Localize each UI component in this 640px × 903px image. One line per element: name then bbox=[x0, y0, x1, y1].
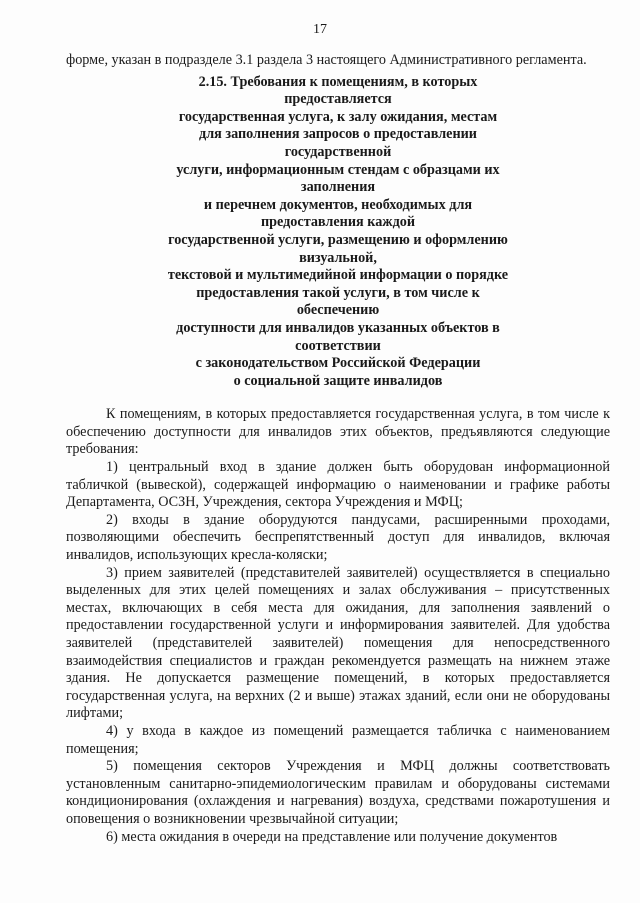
requirement-item: 2) входы в здание оборудуются пандусами, расширенными проходами, позволяющими обеспечить беспрепятственный доступ для инвалидов, включая инвалидов, использующих кресла-коляски; bbox=[66, 511, 610, 564]
requirement-item: 1) центральный вход в здание должен быть оборудован информационной табличкой (вывеской), содержащей информацию о наименовании и графике работы Департамента, ОСЗН, Учреждения, сектора Учреждения и МФЦ; bbox=[66, 459, 610, 511]
heading-line: государственной услуги, размещению и оформлению bbox=[168, 231, 508, 248]
heading-line: доступности для инвалидов указанных объектов в bbox=[176, 319, 500, 336]
heading-line: предоставления каждой bbox=[260, 214, 416, 231]
heading-line: обеспечению bbox=[296, 302, 380, 319]
requirement-item: 3) прием заявителей (представителей заявителей) осуществляется в специально выделенных для этих целей помещениях и залах обслуживания – присутственных местах, включающих в себя места для ожидания, для заполнения заявлений о предоставлении государственной услуги и информирования заявителей. Для удобства заявителей (представителей заявителей) помещения для непосредственного взаимодействия специалистов и граждан рекомендуется размещать на нижнем этаже здания. Не допускается размещение помещений, в которых предоставляется государственная услуга, на верхних (2 и выше) этажах зданий, если они не оборудованы лифтами; bbox=[66, 564, 610, 722]
heading-line: для заполнения запросов о предоставлении bbox=[199, 126, 477, 143]
requirement-item: 5) помещения секторов Учреждения и МФЦ должны соответствовать установленным санитарно-эпидемиологическим правилам и оборудованы системами кондиционирования (охлаждения и нагревания) воздуха, средствами пожаротушения и оповещения о возникновении чрезвычайной ситуации; bbox=[66, 758, 610, 827]
heading-line: услуги, информационным стендам с образцами их bbox=[176, 161, 500, 178]
heading-line: 2.15. Требования к помещениям, в которых bbox=[198, 73, 478, 90]
heading-line: с законодательством Российской Федерации bbox=[195, 355, 481, 372]
intro-continuation: форме, указан в подразделе 3.1 раздела 3 настоящего Административного регламента. bbox=[66, 52, 587, 68]
heading-line: предоставляется bbox=[284, 91, 392, 108]
heading-line: текстовой и мультимедийной информации о порядке bbox=[167, 267, 509, 284]
heading-line: предоставления такой услуги, в том числе к bbox=[196, 284, 480, 301]
lead-paragraph: К помещениям, в которых предоставляется государственная услуга, в том числе к обеспечению доступности для инвалидов этих объектов, предъявляются следующие требования: bbox=[66, 406, 610, 458]
heading-line: государственная услуга, к залу ожидания, местам bbox=[178, 108, 498, 125]
heading-line: государственной bbox=[284, 143, 392, 160]
section-heading bbox=[66, 74, 610, 391]
heading-line: заполнения bbox=[300, 179, 376, 196]
requirement-item: 6) места ожидания в очереди на представление или получение документов bbox=[106, 828, 558, 845]
heading-line: соответствии bbox=[295, 337, 381, 354]
heading-line: визуальной, bbox=[299, 249, 377, 266]
document-body bbox=[66, 52, 610, 846]
heading-line: и перечнем документов, необходимых для bbox=[203, 196, 473, 213]
page-number: 17 bbox=[313, 22, 327, 37]
requirement-item: 4) у входа в каждое из помещений размещается табличка с наименованием помещения; bbox=[66, 722, 610, 757]
heading-line: о социальной защите инвалидов bbox=[233, 372, 443, 389]
